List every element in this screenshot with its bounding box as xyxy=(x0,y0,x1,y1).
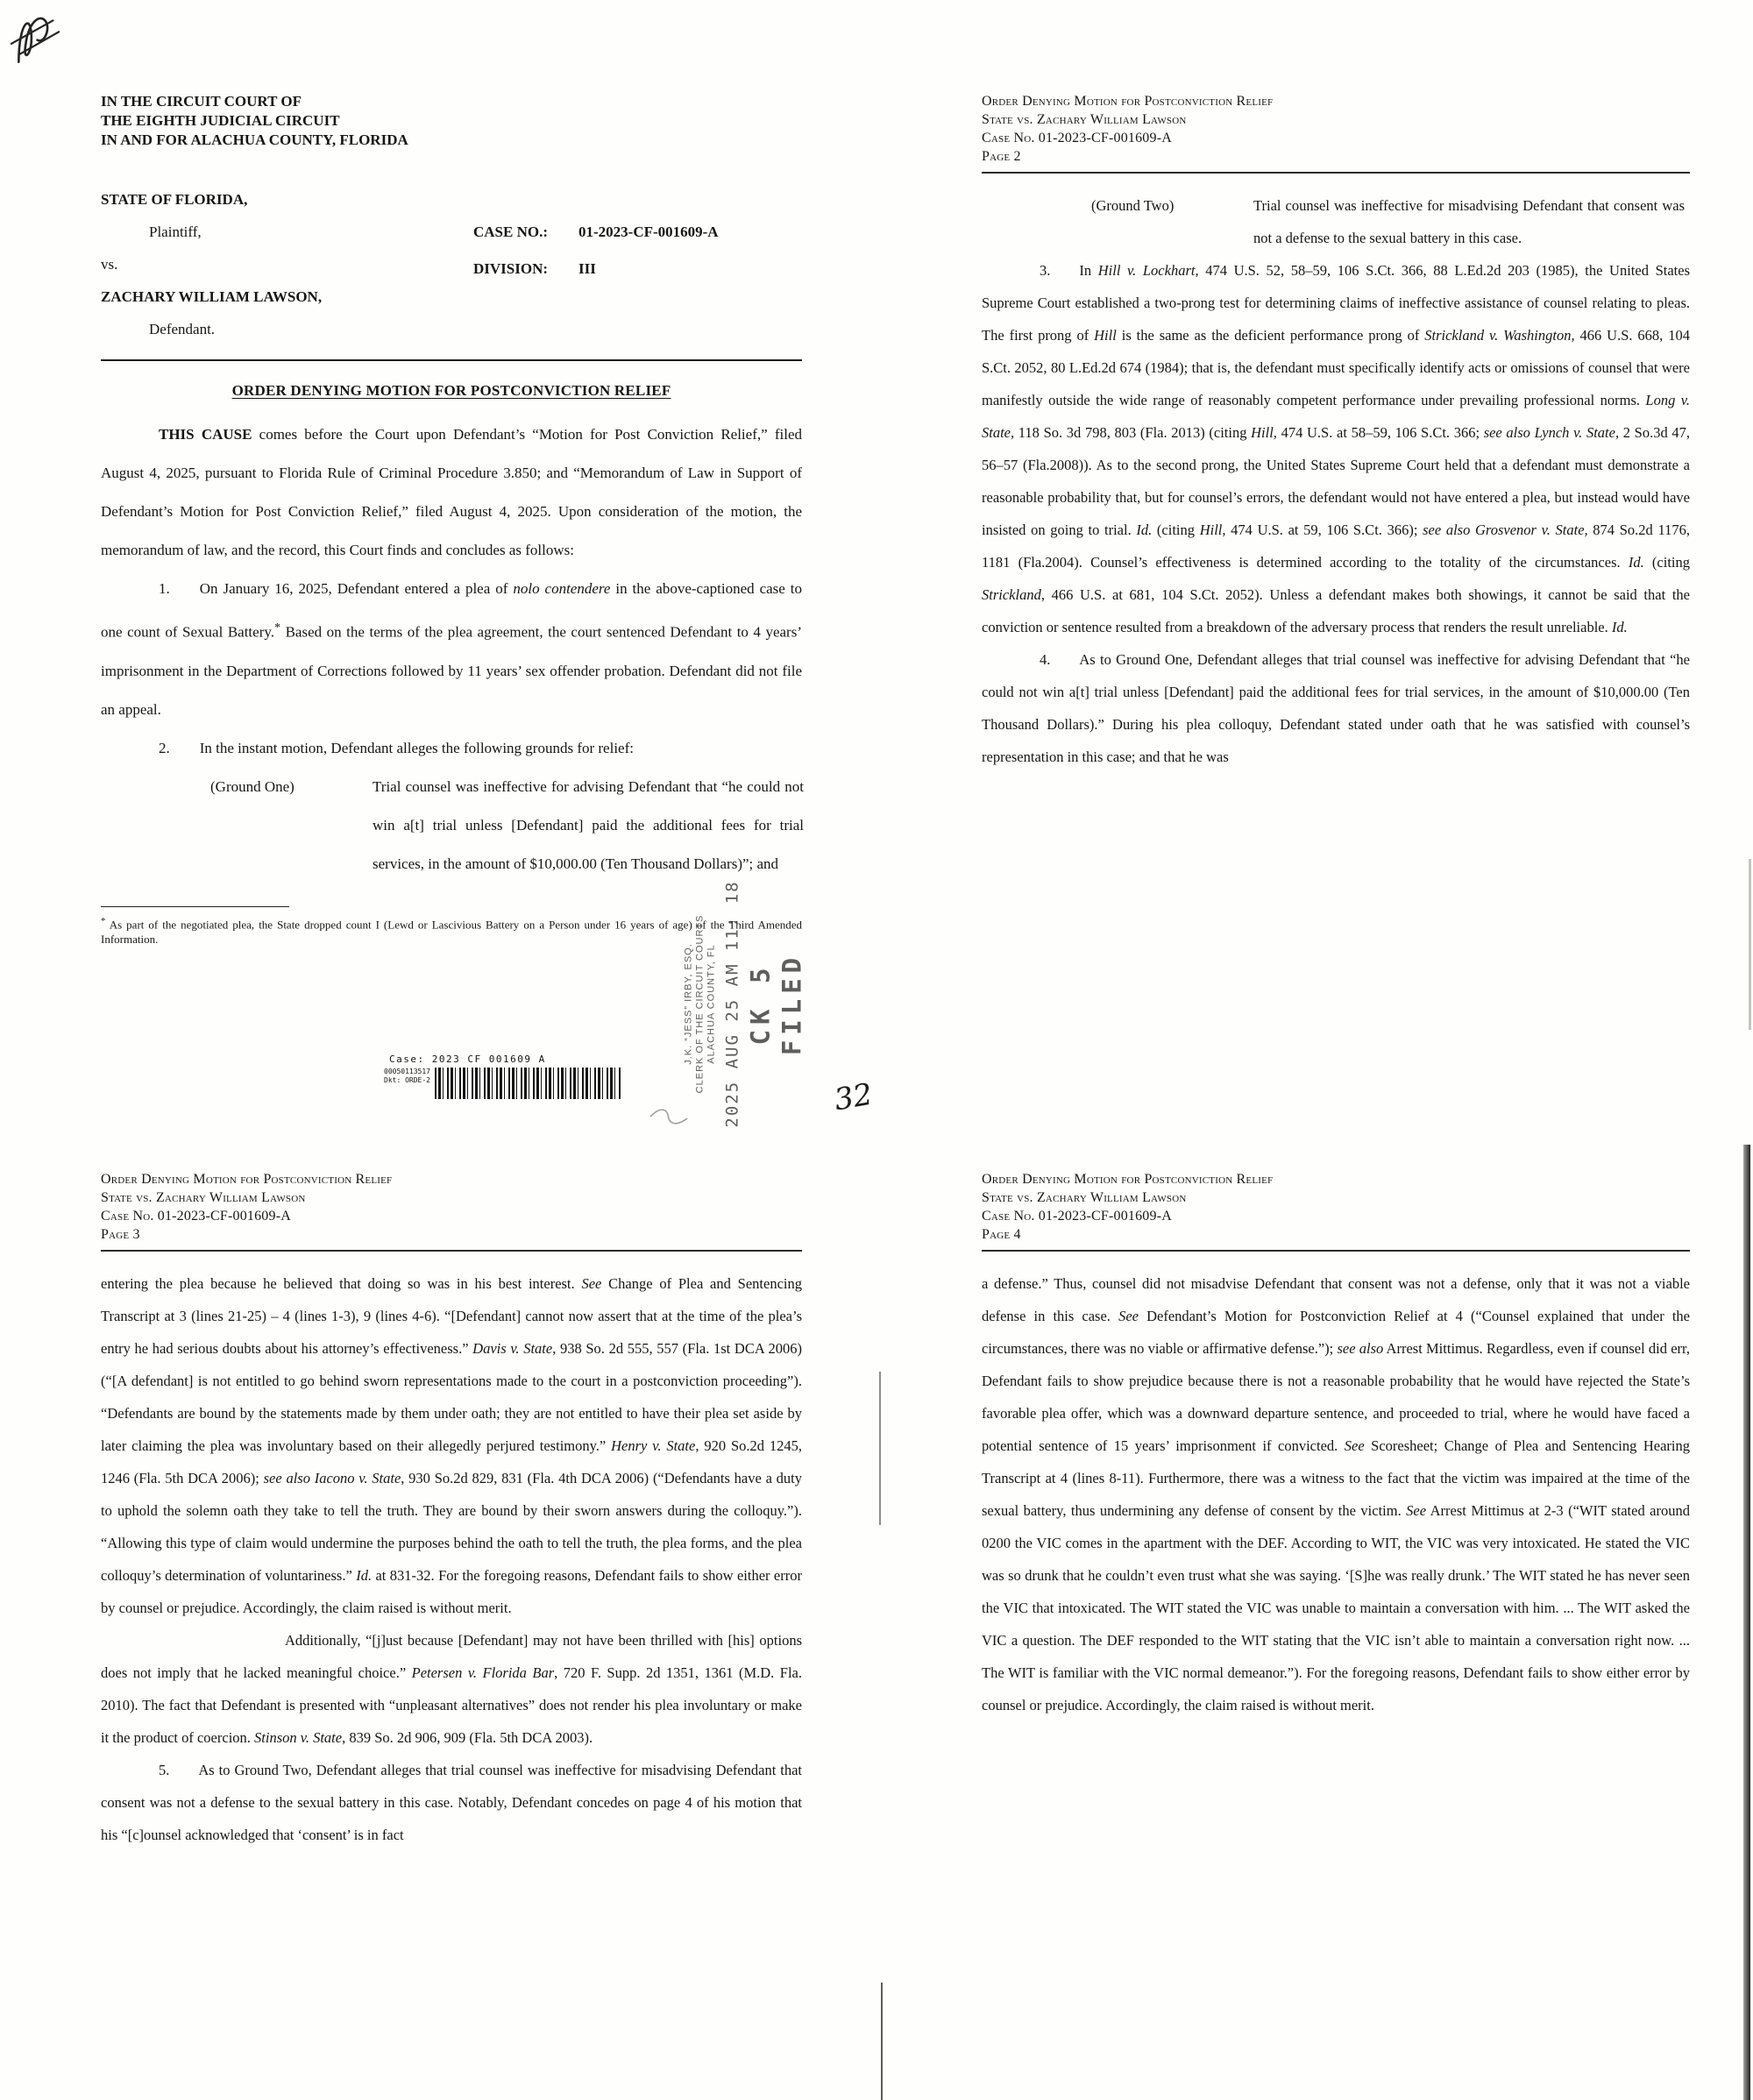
paragraph-3: 3. In Hill v. Lockhart, 474 U.S. 52, 58–59, 106 S.Ct. 366, 88 L.Ed.2d 203 (1985), the United States Supreme Court established a two-prong test for determining claims of ineffective assistance of counsel relating to pleas. The first prong of Hill is the same as the deficient performance prong of Strickland v. Washington, 466 U.S. 668, 104 S.Ct. 2052, 80 L.Ed.2d 674 (1984); that is, the defendant must specifically identify acts or omissions of counsel that were manifestly outside the wide range of reasonably competent performance under prevailing professional norms. Long v. State, 118 So. 3d 798, 803 (Fla. 2013) (citing Hill, 474 U.S. at 58–59, 106 S.Ct. 366; see also Lynch v. State, 2 So.3d 47, 56–57 (Fla.2008)). As to the second prong, the United States Supreme Court held that a defendant must demonstrate a reasonable probability that, but for counsel’s errors, the defendant would not have entered a plea, but instead would have insisted on going to trial. Id. (citing Hill, 474 U.S. at 59, 106 S.Ct. 366); see also Grosvenor v. State, 874 So.2d 1176, 1181 (Fla.2004). Counsel’s effectiveness is determined according to the totality of the circumstances. Id. (citing Strickland, 466 U.S. at 681, 104 S.Ct. 2052). Unless a defendant makes both showings, it cannot be said that the conviction or sentence resulted from a breakdown of the adversary process that renders the result unreliable. Id. xyxy=(982,262,1691,635)
plaintiff-name: STATE OF FLORIDA, xyxy=(101,191,248,208)
page-4 xyxy=(876,1148,1753,2100)
defendant-name: ZACHARY WILLIAM LAWSON, xyxy=(101,288,323,305)
stamp-clerk-county: ALACHUA COUNTY, FL xyxy=(706,944,717,1064)
page-4-body xyxy=(982,1267,1690,1721)
caption-divider xyxy=(101,359,802,361)
case-number-value: 01-2023-CF-001609-A xyxy=(578,223,719,240)
stamp-filed-label: FILED xyxy=(777,952,807,1056)
header-title: Order Denying Motion for Postconviction Relief xyxy=(982,94,1274,109)
stamp-clerk-name: J.K. “JESS” IRBY, ESQ. xyxy=(683,943,694,1065)
intro-paragraph: THIS CAUSE comes before the Court upon Defendant’s “Motion for Post Conviction Relief,” filed August 4, 2025, pursuant to Florida Rule of Criminal Procedure 3.850; and “Memorandum of Law in Support of Defendant’s Motion for Post Conviction Relief,” filed August 4, 2025. Upon consideration of the motion, the memorandum of law, and the record, this Court finds and concludes as follows: xyxy=(101,426,802,558)
header-parties: State vs. Zachary William Lawson xyxy=(982,1190,1187,1205)
header-parties: State vs. Zachary William Lawson xyxy=(101,1190,306,1205)
ground-two-block xyxy=(1091,189,1690,254)
header-parties: State vs. Zachary William Lawson xyxy=(982,112,1187,127)
scan-artifact-line-mid xyxy=(879,1372,881,1525)
scan-edge-shadow xyxy=(1743,1145,1750,2100)
header-divider xyxy=(982,172,1690,174)
barcode-docket: Dkt: ORDE-2 xyxy=(384,1076,430,1084)
plaintiff-role: Plaintiff, xyxy=(149,223,202,240)
ground-two-text: Trial counsel was ineffective for misadvising Defendant that consent was not a defense to the sexual battery in this case. xyxy=(1253,197,1685,246)
header-divider xyxy=(101,1250,802,1252)
barcode-bars xyxy=(435,1068,621,1099)
page-2-body xyxy=(982,189,1690,773)
division-label: DIVISION: xyxy=(473,260,549,277)
barcode-meta xyxy=(384,1068,430,1085)
page-2 xyxy=(876,0,1753,1139)
header-page-no: Page 2 xyxy=(982,149,1021,164)
defendant-role: Defendant. xyxy=(149,321,216,337)
stamp-datetime: 2025 AUG 25 AM 11: 18 xyxy=(722,880,742,1128)
continuation-paragraph: a defense.” Thus, counsel did not misadvise Defendant that consent was not a defense, only that it was not a viable defense in this case. See Defendant’s Motion for Postconviction Relief at 4 (“Counsel explained that under the circumstances, there was no viable or affirmative defense.”); see also Arrest Mittimus. Regardless, even if counsel did err, Defendant fails to show prejudice because there is not a reasonable probability that he would have rejected the State’s favorable plea offer, which was a downward departure sentence, and proceeded to trial, where he would have faced a potential sentence of 15 years’ imprisonment if convicted. See Scoresheet; Change of Plea and Sentencing Hearing Transcript at 4 (lines 8-11). Furthermore, there was a witness to the fact that the victim was impaired at the time of the sexual battery, thus undermining any defense of consent by the victim. See Arrest Mittimus at 2-3 (“WIT stated around 0200 the VIC comes in the apartment with the DEF. According to WIT, the VIC was very intoxicated. He stated the VIC was so drunk that he couldn’t even trust what she was saying. ‘[S]he was really drunk.’ The WIT stated he has never seen the VIC that intoxicated. The WIT stated the VIC was unable to maintain a conversation with him. ... The WIT asked the VIC a question. The DEF responded to the WIT stating that the VIC isn’t able to maintain a conversation right now. ... The WIT is familiar with the VIC normal demeanor.”). For the foregoing reasons, Defendant fails to show either error by counsel or prejudice. Accordingly, the claim raised is without merit. xyxy=(982,1275,1690,1713)
paragraph-2: 2. In the instant motion, Defendant alleges the following grounds for relief: xyxy=(159,739,634,756)
court-heading xyxy=(101,92,802,150)
page-2-header xyxy=(982,92,1690,174)
court-line-1: IN THE CIRCUIT COURT OF xyxy=(101,93,302,110)
court-line-3: IN AND FOR ALACHUA COUNTY, FLORIDA xyxy=(101,131,408,148)
ground-one-label: (Ground One) xyxy=(210,777,295,795)
header-page-no: Page 4 xyxy=(982,1227,1021,1242)
page-3-body xyxy=(101,1267,802,1851)
stamp-clerk-title: CLERK OF THE CIRCUIT COURTS xyxy=(694,914,706,1094)
division-value: III xyxy=(578,260,596,277)
court-line-2: THE EIGHTH JUDICIAL CIRCUIT xyxy=(101,112,340,129)
order-title: ORDER DENYING MOTION FOR POSTCONVICTION RELIEF xyxy=(231,382,671,399)
barcode-row xyxy=(384,1068,625,1099)
paragraph-4: 4. As to Ground One, Defendant alleges that trial counsel was ineffective for advising Defendant that “he could not win a[t] trial unless [Defendant] paid the additional fees for trial services, in the amount of $10,000.00 (Ten Thousand Dollars).” During his plea colloquy, Defendant stated under oath that he was satisfied with counsel’s representation in this case; and that he was xyxy=(982,651,1690,765)
paragraph-5: 5. As to Ground Two, Defendant alleges that trial counsel was ineffective for misadvising Defendant that consent was not a defense to the sexual battery in this case. Notably, Defendant concedes on page 4 of his motion that his “[c]ounsel acknowledged that ‘consent’ is in fact xyxy=(101,1762,802,1843)
page-1 xyxy=(0,0,876,1144)
additionally-paragraph: Additionally, “[j]ust because [Defendant] may not have been thrilled with [his] options does not imply that he lacked meaningful choice.” Petersen v. Florida Bar, 720 F. Supp. 2d 1351, 1361 (M.D. Fla. 2010). The fact that Defendant is presented with “unpleasant alternatives” does not render his plea involuntary or make it the product of coercion. Stinson v. State, 839 So. 2d 906, 909 (Fla. 5th DCA 2003). xyxy=(101,1632,802,1746)
case-number-label: CASE NO.: xyxy=(473,223,549,240)
case-number-row xyxy=(473,214,719,251)
footnote-text: * As part of the negotiated plea, the State dropped count I (Lewd or Lascivious Battery on a Person under 16 years of age) of the Third Amended Information. xyxy=(101,915,802,946)
header-title: Order Denying Motion for Postconviction Relief xyxy=(982,1172,1274,1187)
barcode-case-line: Case: 2023 CF 001609 A xyxy=(389,1054,546,1065)
header-case-no: Case No. 01-2023-CF-001609-A xyxy=(101,1209,291,1224)
caption-case-info xyxy=(473,214,719,287)
header-case-no: Case No. 01-2023-CF-001609-A xyxy=(982,131,1172,145)
footnote-block xyxy=(101,906,802,947)
barcode-block xyxy=(384,1054,625,1099)
scan-edge-shadow-top xyxy=(1749,859,1751,1030)
page-4-header xyxy=(982,1170,1690,1252)
ground-two-label: (Ground Two) xyxy=(1091,197,1175,214)
stamp-code: CK 5 xyxy=(745,962,776,1046)
page-3 xyxy=(0,1148,876,2100)
ground-one-text: Trial counsel was ineffective for advising Defendant that “he could not win a[t] trial unless [Defendant] paid the additional fees for trial services, in the amount of $10,000.00 (Ten Thousand Dollars)”; and xyxy=(373,777,804,872)
case-caption xyxy=(101,183,802,345)
page-3-header xyxy=(101,1170,802,1252)
barcode-doc-number: 00050113517 xyxy=(384,1068,430,1075)
paragraph-1: 1. On January 16, 2025, Defendant entered a plea of nolo contendere in the above-captioned case to one count of Sexual Battery.* Based on the terms of the plea agreement, the court sentenced Defendant to 4 years’ imprisonment in the Department of Corrections followed by 11 years’ sex offender probation. Defendant did not file an appeal. xyxy=(101,580,802,718)
header-page-no: Page 3 xyxy=(101,1227,140,1242)
continuation-paragraph: entering the plea because he believed that doing so was in his best interest. See Change of Plea and Sentencing Transcript at 3 (lines 21-25) – 4 (lines 1-3), 9 (lines 4-6). “[Defendant] cannot now assert that at the time of the plea’s entry he had serious doubts about his attorney’s effectiveness.” Davis v. State, 938 So. 2d 555, 557 (Fla. 1st DCA 2006) (“[A defendant] is not entitled to go behind sworn representations made to the court in a postconviction proceeding”). “Defendants are bound by the statements made by them under oath; they are not entitled to have their plea set aside by later claiming the plea was involuntary based on their allegedly perjured testimony.” Henry v. State, 920 So.2d 1245, 1246 (Fla. 5th DCA 2006); see also Iacono v. State, 930 So.2d 829, 831 (Fla. 4th DCA 2006) (“Defendants have a duty to uphold the solemn oath they take to tell the truth. They are bound by their sworn answers during the colloquy.”). “Allowing this type of claim would undermine the purposes behind the oath to tell the truth, the plea forms, and the plea colloquy’s determination of voluntariness.” Id. at 831-32. For the foregoing reasons, Defendant fails to show either error by counsel or prejudice. Accordingly, the claim raised is without merit. xyxy=(101,1275,803,1616)
header-title: Order Denying Motion for Postconviction Relief xyxy=(101,1172,393,1187)
versus-label: vs. xyxy=(101,256,118,273)
scan-artifact-line-bottom xyxy=(881,1983,883,2100)
header-divider xyxy=(982,1250,1690,1252)
ground-one-block xyxy=(210,768,802,883)
header-case-no: Case No. 01-2023-CF-001609-A xyxy=(982,1209,1172,1224)
handwritten-page-number: 32 xyxy=(831,1076,876,1118)
footnote-divider xyxy=(101,906,289,907)
division-row xyxy=(473,251,719,287)
